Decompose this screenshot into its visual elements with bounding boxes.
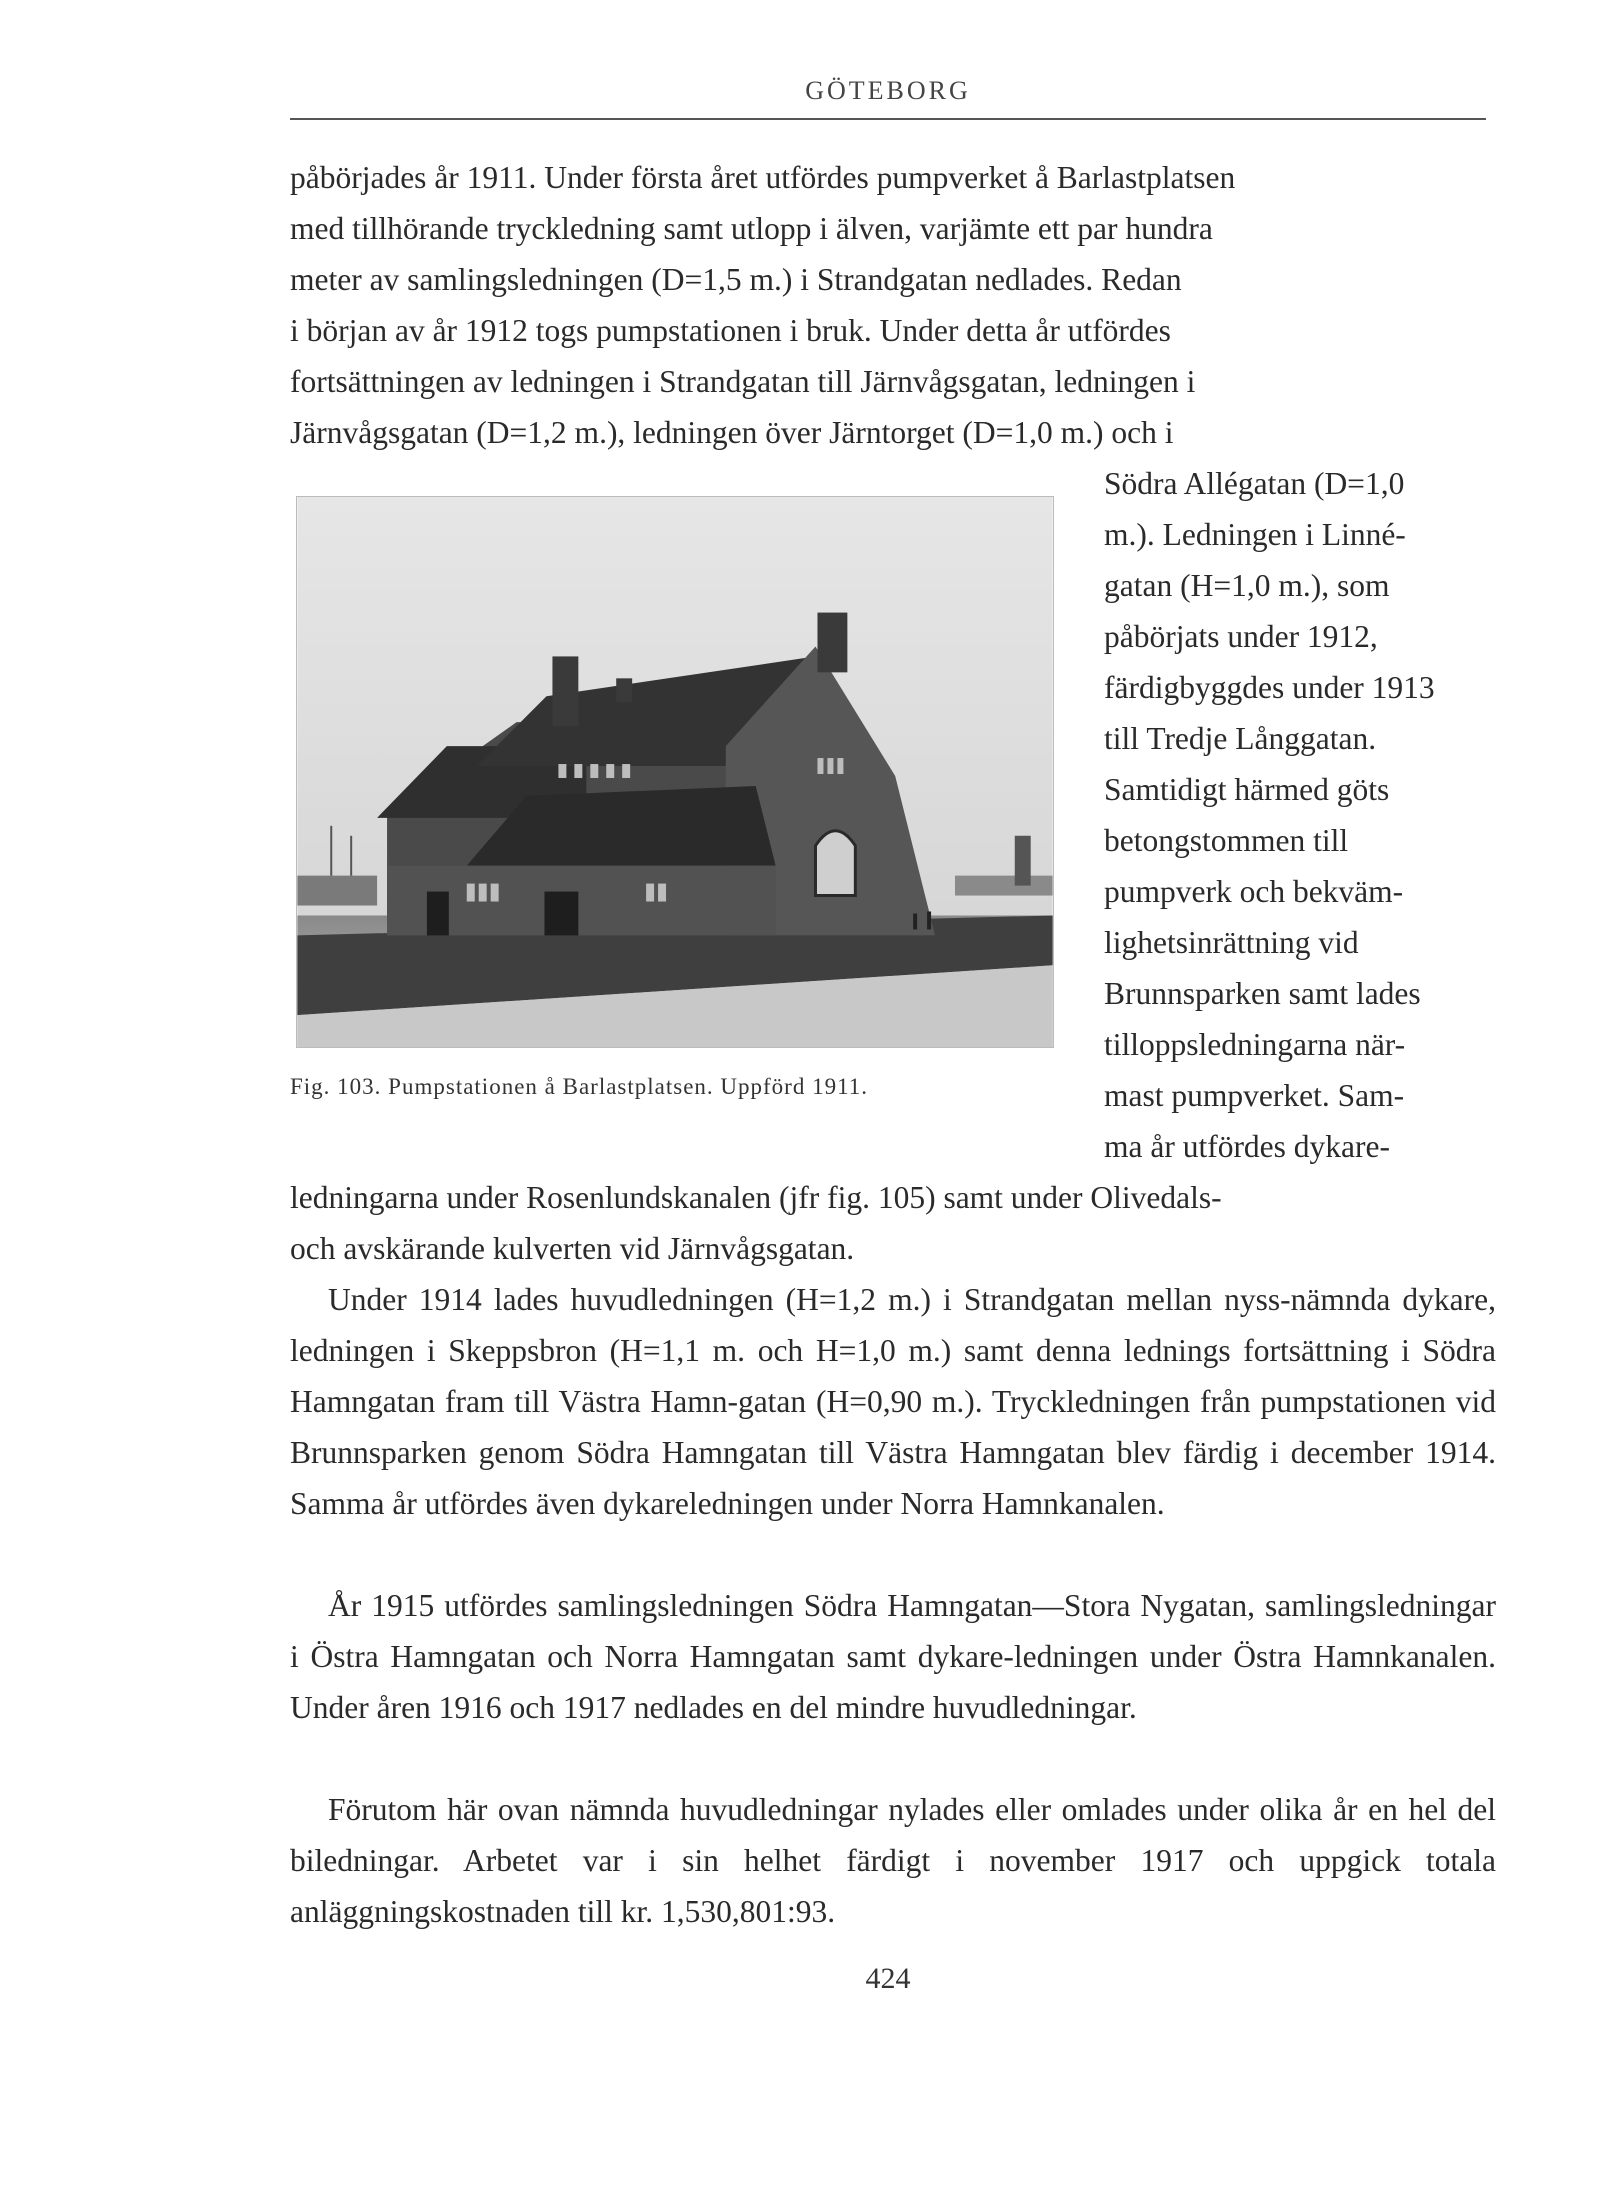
body-line: meter av samlingsledningen (D=1,5 m.) i Strandgatan nedlades. Redan [290, 262, 1182, 297]
side-line: pumpverk och bekväm- [1104, 874, 1404, 909]
paragraph-1914: Under 1914 lades huvudledningen (H=1,2 m.) i Strandgatan mellan nyss-nämnda dykare, ledningen i Skeppsbron (H=1,1 m. och H=1,0 m.) samt denna lednings fortsättning i Södra Hamngatan fram till Västra Hamn-gatan (H=0,90 m.). Tryckledningen från pumpstationen vid Brunnsparken genom Södra Hamngatan till Västra Hamngatan blev färdig i december 1914. Samma år utfördes även dykareledningen under Norra Hamnkanalen. [290, 1282, 1496, 1521]
side-line: lighetsinrättning vid [1104, 925, 1359, 960]
header-rule [290, 118, 1486, 120]
side-line: tilloppsledningarna när- [1104, 1027, 1406, 1062]
body-line: i början av år 1912 togs pumpstationen i bruk. Under detta år utfördes [290, 313, 1171, 348]
paragraph-1915: År 1915 utfördes samlingsledningen Södra Hamngatan—Stora Nygatan, samlingsledningar i Östra Hamngatan och Norra Hamngatan samt dykare-ledningen under Östra Hamnkanalen. Under åren 1916 och 1917 nedlades en del mindre huvudledningar. [290, 1588, 1496, 1725]
side-line: gatan (H=1,0 m.), som [1104, 568, 1390, 603]
page-number: 424 [865, 1962, 911, 1995]
running-title: GÖTEBORG [805, 76, 971, 105]
side-line: färdigbyggdes under 1913 [1104, 670, 1435, 705]
side-line: m.). Ledningen i Linné- [1104, 517, 1406, 552]
body-line: ledningarna under Rosenlundskanalen (jfr fig. 105) samt under Olivedals- [290, 1180, 1222, 1215]
side-line: mast pumpverket. Sam- [1104, 1078, 1405, 1113]
side-line: till Tredje Långgatan. [1104, 721, 1377, 756]
side-line: ma år utfördes dykare- [1104, 1129, 1390, 1164]
side-line: Brunnsparken samt lades [1104, 976, 1421, 1011]
body-line: och avskärande kulverten vid Järnvågsgatan. [290, 1231, 855, 1266]
side-line: påbörjats under 1912, [1104, 619, 1378, 654]
side-line: Samtidigt härmed göts [1104, 772, 1390, 807]
side-line: Södra Allégatan (D=1,0 [1104, 466, 1405, 501]
figure-caption: Fig. 103. Pumpstationen å Barlastplatsen. Uppförd 1911. [290, 1074, 868, 1099]
building-photo-icon [296, 496, 1054, 1048]
paragraph-final: Förutom här ovan nämnda huvudledningar nylades eller omlades under olika år en hel del biledningar. Arbetet var i sin helhet färdigt i november 1917 och uppgick totala anläggningskostnaden till kr. 1,530,801:93. [290, 1792, 1496, 1929]
body-line: Järnvågsgatan (D=1,2 m.), ledningen över Järntorget (D=1,0 m.) och i [290, 415, 1174, 450]
body-line: påbörjades år 1911. Under första året utfördes pumpverket å Barlastplatsen [290, 160, 1236, 195]
body-line: fortsättningen av ledningen i Strandgatan till Järnvågsgatan, ledningen i [290, 364, 1196, 399]
side-line: betongstommen till [1104, 823, 1349, 858]
body-line: med tillhörande tryckledning samt utlopp i älven, varjämte ett par hundra [290, 211, 1213, 246]
pump-station-photo [296, 496, 1054, 1048]
